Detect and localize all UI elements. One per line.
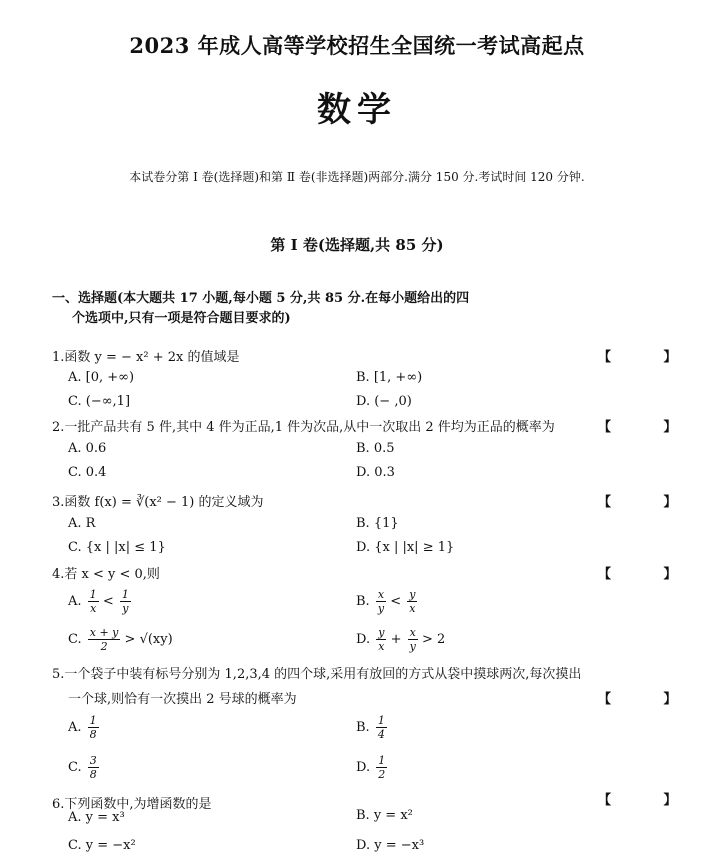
question-4-option-b[interactable] bbox=[356, 588, 417, 615]
question-1-answer-bracket[interactable]: 【 】 bbox=[598, 350, 701, 365]
fraction: $\frac{1}{8}$ bbox=[89, 714, 97, 741]
exam-intro: 本试卷分第 Ⅰ 卷(选择题)和第 Ⅱ 卷(非选择题)两部分.满分 150 分.考试时间 120 分钟. bbox=[129, 170, 585, 184]
math-expression: > 2 bbox=[422, 632, 446, 647]
math-operator: + bbox=[390, 632, 402, 647]
math-expression: > √(xy) bbox=[124, 632, 173, 647]
question-1-option-b[interactable]: B. [1, +∞) bbox=[356, 370, 423, 385]
question-3-answer-bracket[interactable]: 【 】 bbox=[598, 495, 701, 510]
fraction: $\frac{3}{8}$ bbox=[89, 754, 97, 781]
question-1-stem: 1.函数 y = − x² + 2x 的值域是 bbox=[52, 350, 240, 365]
question-4-stem: 4.若 x < y < 0,则 bbox=[52, 567, 160, 582]
subject-title: 数学 bbox=[317, 90, 397, 130]
question-2-stem: 2.一批产品共有 5 件,其中 4 件为正品,1 件为次品,从中一次取出 2 件均为正品的概率为 bbox=[52, 420, 555, 435]
question-6-option-a[interactable]: A. y = x³ bbox=[68, 810, 125, 825]
question-6-option-b[interactable]: B. y = x² bbox=[356, 808, 413, 823]
question-6-answer-bracket[interactable]: 【 】 bbox=[598, 793, 701, 808]
option-label: D. bbox=[356, 632, 371, 647]
question-5-option-a[interactable] bbox=[68, 714, 99, 741]
question-5-stem-line1: 5.一个袋子中装有标号分别为 1,2,3,4 的四个球,采用有放回的方式从袋中摸球两次,每次摸出 bbox=[52, 667, 582, 682]
fraction: $\frac{y}{x}$ bbox=[409, 588, 416, 615]
math-operator: < bbox=[390, 594, 402, 609]
math-operator: < bbox=[102, 594, 114, 609]
section-heading-line2: 个选项中,只有一项是符合题目要求的) bbox=[72, 311, 291, 326]
question-5-option-c[interactable] bbox=[68, 754, 99, 781]
question-5-option-b[interactable] bbox=[356, 714, 387, 741]
question-2-answer-bracket[interactable]: 【 】 bbox=[598, 420, 701, 435]
question-4-answer-bracket[interactable]: 【 】 bbox=[598, 567, 701, 582]
option-label: A. bbox=[68, 594, 82, 609]
question-5-option-d[interactable] bbox=[356, 754, 387, 781]
question-1-option-d[interactable]: D. (− ,0) bbox=[356, 394, 412, 409]
option-label: D. bbox=[356, 760, 371, 775]
question-2-option-d[interactable]: D. 0.3 bbox=[356, 465, 395, 480]
question-6-stem: 6.下列函数中,为增函数的是 bbox=[52, 797, 212, 812]
question-4-option-c[interactable] bbox=[68, 626, 173, 653]
question-3-option-b[interactable]: B. {1} bbox=[356, 516, 399, 531]
question-6-option-d[interactable]: D. y = −x³ bbox=[356, 838, 425, 853]
fraction: $\frac{x}{y}$ bbox=[409, 626, 416, 653]
option-label: A. bbox=[68, 720, 82, 735]
fraction: $\frac{1}{x}$ bbox=[89, 588, 97, 615]
question-5-stem-line2: 一个球,则恰有一次摸出 2 号球的概率为 bbox=[68, 692, 297, 707]
question-1-option-a[interactable]: A. [0, +∞) bbox=[68, 370, 135, 385]
question-3-option-d[interactable]: D. {x | |x| ≥ 1} bbox=[356, 540, 455, 555]
fraction: $\frac{1}{2}$ bbox=[378, 754, 386, 781]
question-2-option-b[interactable]: B. 0.5 bbox=[356, 441, 395, 456]
option-label: C. bbox=[68, 632, 82, 647]
question-2-option-c[interactable]: C. 0.4 bbox=[68, 465, 107, 480]
fraction: $\frac{y}{x}$ bbox=[378, 626, 385, 653]
section-heading-line1: 一、选择题(本大题共 17 小题,每小题 5 分,共 85 分.在每小题给出的四 bbox=[52, 291, 470, 306]
question-4-option-d[interactable] bbox=[356, 626, 445, 653]
question-5-answer-bracket[interactable]: 【 】 bbox=[598, 692, 701, 707]
option-label: B. bbox=[356, 594, 370, 609]
question-4-option-a[interactable] bbox=[68, 588, 131, 615]
question-6-option-c[interactable]: C. y = −x² bbox=[68, 838, 136, 853]
fraction: $\frac{1}{y}$ bbox=[121, 588, 129, 615]
fraction: $\frac{x + y}{2}$ bbox=[89, 626, 119, 653]
question-2-option-a[interactable]: A. 0.6 bbox=[68, 441, 107, 456]
fraction: $\frac{x}{y}$ bbox=[377, 588, 385, 615]
fraction: $\frac{1}{4}$ bbox=[377, 714, 385, 741]
question-3-stem: 3.函数 f(x) = ∛(x² − 1) 的定义域为 bbox=[52, 495, 264, 510]
option-label: B. bbox=[356, 720, 370, 735]
option-label: C. bbox=[68, 760, 82, 775]
exam-title: 2023 年成人高等学校招生全国统一考试高起点 bbox=[129, 33, 585, 58]
question-3-option-a[interactable]: A. R bbox=[68, 516, 96, 531]
part-title: 第 Ⅰ 卷(选择题,共 85 分) bbox=[270, 236, 444, 254]
question-3-option-c[interactable]: C. {x | |x| ≤ 1} bbox=[68, 540, 166, 555]
question-1-option-c[interactable]: C. (−∞,1] bbox=[68, 394, 131, 409]
